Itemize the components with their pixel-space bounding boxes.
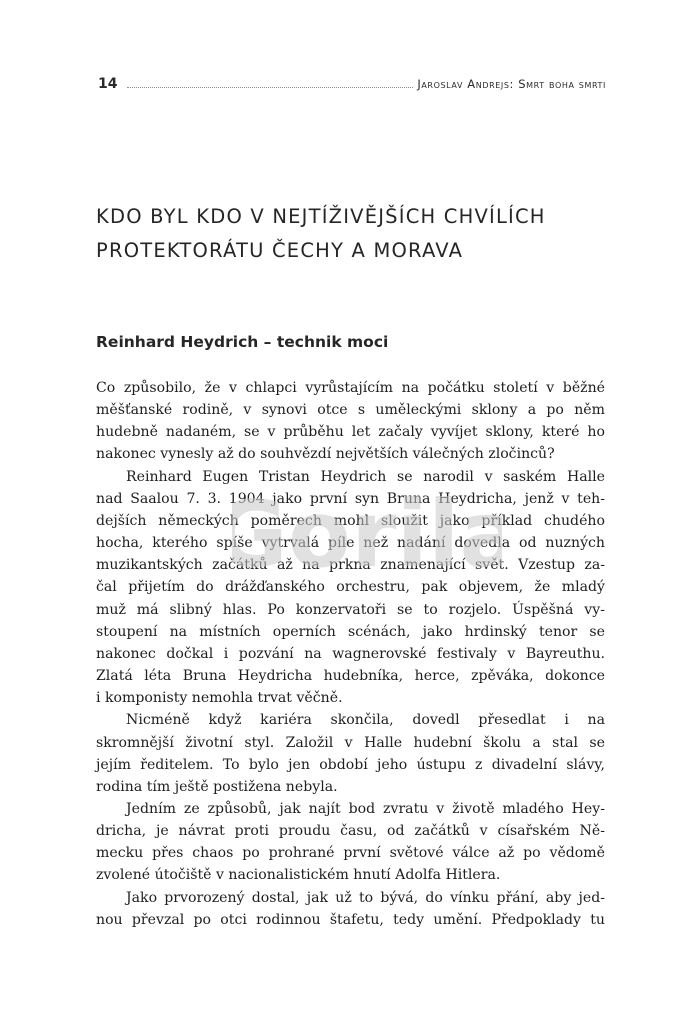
text-line: rodina tím ještě postižena nebyla. bbox=[96, 778, 338, 795]
text-line: i komponisty nemohla trvat věčně. bbox=[96, 690, 343, 707]
text-line: Jako prvorozený dostal, jak už to bývá, do vínku přání, aby jed- bbox=[126, 889, 605, 906]
text-line: nou převzal po otci rodinnou štafetu, tedy umění. Předpoklady tu bbox=[96, 911, 605, 928]
text-line: Reinhard Eugen Tristan Heydrich se narodil v saském Halle bbox=[126, 468, 605, 485]
text-line: jejím ředitelem. To bylo jen období jeho ústupu z divadelní slávy, bbox=[96, 756, 605, 773]
text-line: zvolené útočiště v nacionalistickém hnutí Adolfa Hitlera. bbox=[96, 867, 501, 884]
page-number: 14 bbox=[98, 76, 118, 92]
section-heading: Reinhard Heydrich – technik moci bbox=[96, 333, 389, 351]
paragraph bbox=[96, 887, 605, 931]
chapter-title bbox=[96, 200, 616, 268]
text-line: hudebně nadaném, se v průběhu let začaly vyvíjet sklony, které ho bbox=[96, 424, 605, 441]
chapter-title-line: PROTEKTORÁTU ČECHY A MORAVA bbox=[96, 239, 464, 262]
running-head bbox=[98, 76, 606, 96]
text-line: nakonec vynesly až do souhvězdí největších válečných zločinců? bbox=[96, 446, 555, 463]
text-line: hocha, kterého spíše vytrvalá píle než nadání dovedla od nuzných bbox=[96, 535, 605, 552]
dot-leader bbox=[127, 77, 413, 88]
chapter-title-line: KDO BYL KDO V NEJTÍŽIVĚJŠÍCH CHVÍLÍCH bbox=[96, 205, 546, 228]
text-line: Zlatá léta Bruna Heydricha hudebníka, herce, zpěváka, dokonce bbox=[96, 668, 605, 685]
text-line: dricha, je návrat proti proudu času, od začátků v císařském Ně- bbox=[96, 823, 605, 840]
body-text bbox=[96, 377, 605, 931]
paragraph bbox=[96, 798, 605, 887]
text-line: nakonec dočkal i pozvání na wagnerovské festivaly v Bayreuthu. bbox=[96, 645, 605, 662]
text-line: Co způsobilo, že v chlapci vyrůstajícím na počátku století v běžné bbox=[96, 380, 605, 396]
text-line: Nicméně když kariéra skončila, dovedl přesedlat i na bbox=[126, 712, 605, 729]
text-line: skromnější životní styl. Založil v Halle hudební školu a stal se bbox=[96, 734, 605, 751]
text-line: mecku přes chaos po prohrané první světové válce až po vědomě bbox=[96, 845, 605, 862]
paragraph bbox=[96, 377, 605, 466]
text-line: muzikantských začátků až na prkna znamenající svět. Vzestup za- bbox=[96, 557, 605, 574]
text-line: stoupení na místních operních scénách, jako hrdinský tenor se bbox=[96, 623, 605, 640]
text-line: muž má slibný hlas. Po konzervatoři se to rozjelo. Úspěšná vy- bbox=[96, 601, 605, 618]
running-head-title: Jaroslav Andrejs: Smrt boha smrti bbox=[417, 77, 606, 91]
svg-text:Gorila: Gorila bbox=[232, 481, 502, 588]
text-line: měšťanské rodině, v synovi otce s uměleckými sklony a po něm bbox=[96, 402, 605, 419]
text-line: dejších německých poměrech mohl sloužit jako příklad chudého bbox=[96, 512, 605, 529]
text-line: čal přijetím do drážďanského orchestru, pak objevem, že mladý bbox=[96, 579, 605, 596]
text-line: nad Saalou 7. 3. 1904 jako první syn Bruna Heydricha, jenž v teh- bbox=[96, 490, 605, 507]
text-line: Jedním ze způsobů, jak najít bod zvratu v životě mladého Hey- bbox=[126, 800, 605, 817]
paragraph bbox=[96, 709, 605, 798]
paragraph bbox=[96, 466, 605, 710]
